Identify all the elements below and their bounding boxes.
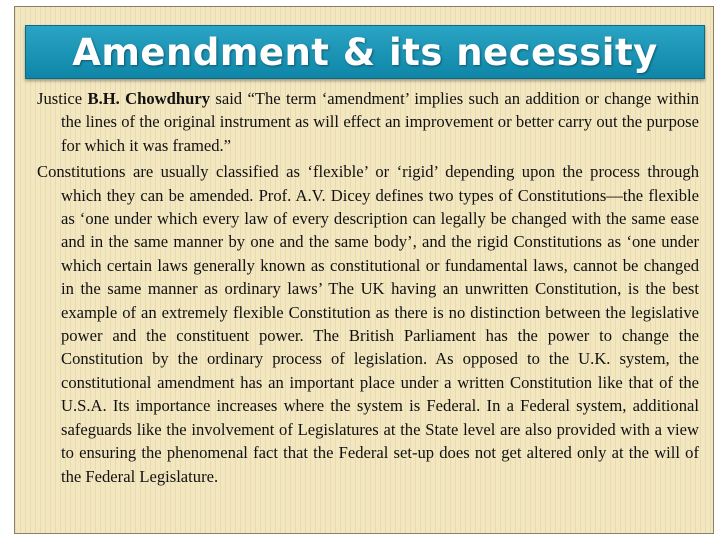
title-bar bbox=[25, 25, 705, 79]
slide-body bbox=[37, 87, 699, 488]
justice-name: B.H. Chowdhury bbox=[87, 89, 211, 108]
paragraph-quote bbox=[37, 87, 699, 157]
paragraph-quote-prefix: Justice bbox=[37, 89, 88, 108]
paragraph-constitutions: Constitutions are usually classified as ‘flexible’ or ‘rigid’ depending upon the process through which they can be amended. Prof. A.V. Dicey defines two types of Constitutions—the flexible as ‘one under which every law of every description can legally be changed with the same ease and in the same manner by one and the same body’, and the rigid Constitutions as ‘one under which certain laws generally known as constitutional or fundamental laws, cannot be changed in the same manner as ordinary laws’ The UK having an unwritten Constitution, is the best example of an extremely flexible Constitution as there is no distinction between the legislative power and the constituent power. The British Parliament has the power to change the Constitution by the ordinary process of legislation. As opposed to the U.K. system, the constitutional amendment has an important place under a written Constitution like that of the U.S.A. Its importance increases where the system is Federal. In a Federal system, additional safeguards like the involvement of Legislatures at the State level are also provided with a view to ensuring the phenomenal fact that the Federal set-up does not get altered only at the will of the Federal Legislature. bbox=[37, 162, 699, 486]
slide-title: Amendment & its necessity bbox=[72, 30, 658, 74]
paragraph-quote-text: said “The term ‘amendment’ implies such an addition or change within the lines of the original instrument as will effect an improvement or better carry out the purpose for which it was framed.” bbox=[61, 89, 700, 155]
slide bbox=[14, 6, 714, 534]
